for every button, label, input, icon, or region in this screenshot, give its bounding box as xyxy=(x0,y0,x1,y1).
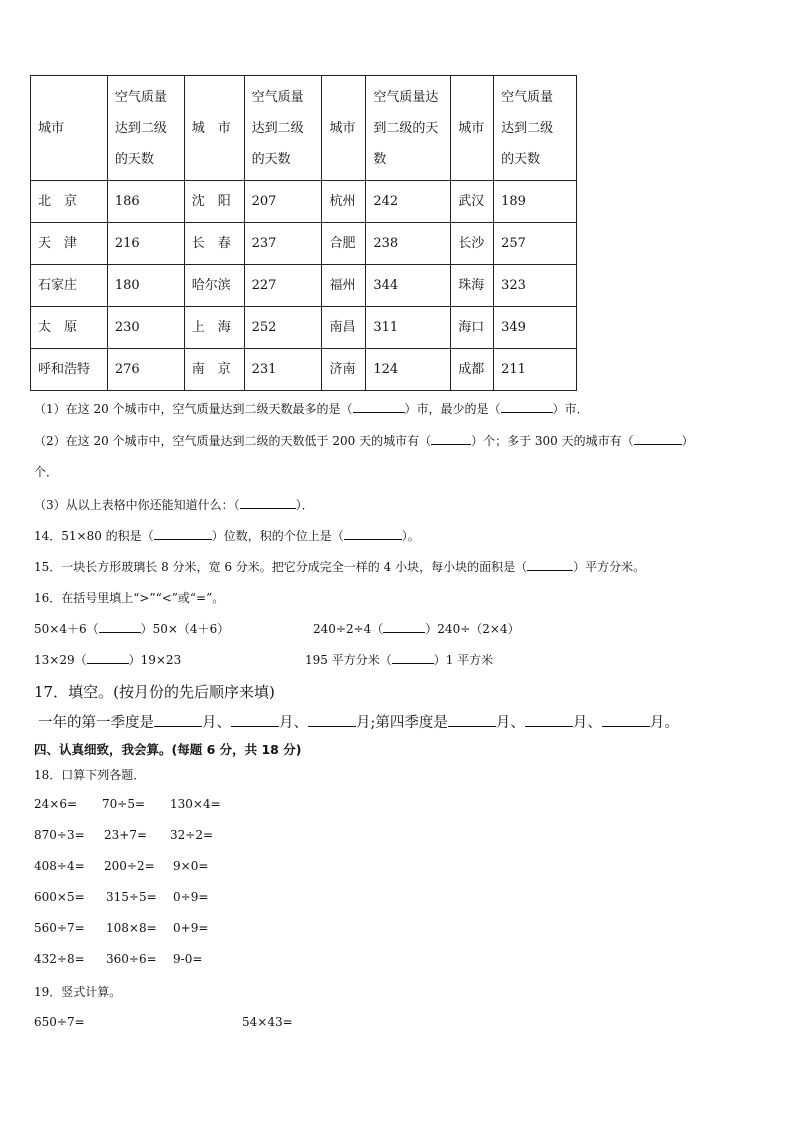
table-cell: 福州 xyxy=(322,265,366,307)
table-cell: 南 京 xyxy=(184,349,244,391)
table-header-row xyxy=(31,76,577,181)
question-15: 15．一块长方形玻璃长 8 分米，宽 6 分米。把它分成完全一样的 4 小块，每小块的面积是（ ）平方分米。 xyxy=(34,560,646,574)
air-quality-table xyxy=(30,75,577,391)
table-row xyxy=(31,307,577,349)
table-cell: 276 xyxy=(107,349,184,391)
compare-item: 13×29（ ）19×23 xyxy=(34,653,182,667)
table-cell: 珠海 xyxy=(451,265,494,307)
month-blank[interactable] xyxy=(525,712,573,727)
vertical-calc-item: 650÷7= xyxy=(34,1015,85,1029)
question-19-title: 19．竖式计算。 xyxy=(34,985,122,999)
table-cell: 沈 阳 xyxy=(184,181,244,223)
table-cell: 成都 xyxy=(451,349,494,391)
answer-blank[interactable] xyxy=(634,432,682,445)
answer-blank[interactable] xyxy=(87,651,129,664)
section-4-heading: 四、认真细致，我会算。(每题 6 分，共 18 分) xyxy=(34,742,302,757)
month-blank[interactable] xyxy=(154,712,202,727)
table-cell: 180 xyxy=(107,265,184,307)
question-16-title: 16．在括号里填上“>”“<”或“=”。 xyxy=(34,591,225,605)
header-cell: 城市 xyxy=(322,76,366,181)
question-17-body: 一年的第一季度是 月、 月、 月;第四季度是 月、 月、 月。 xyxy=(38,711,679,732)
table-row xyxy=(31,349,577,391)
table-cell: 石家庄 xyxy=(31,265,108,307)
table-cell: 349 xyxy=(494,307,577,349)
table-cell: 天 津 xyxy=(31,223,108,265)
question-17-title: 17．填空。(按月份的先后顺序来填) xyxy=(34,683,275,701)
month-blank[interactable] xyxy=(448,712,496,727)
table-cell: 长沙 xyxy=(451,223,494,265)
answer-blank[interactable] xyxy=(344,527,402,540)
answer-blank[interactable] xyxy=(392,651,434,664)
table-cell: 北 京 xyxy=(31,181,108,223)
table-cell: 211 xyxy=(494,349,577,391)
table-cell: 海口 xyxy=(451,307,494,349)
header-cell: 空气质量 达到二级 的天数 xyxy=(244,76,322,181)
answer-blank[interactable] xyxy=(527,558,573,571)
compare-item: 50×4＋6（ ）50×（4＋6） xyxy=(34,622,230,636)
answer-blank[interactable] xyxy=(353,400,405,413)
answer-blank[interactable] xyxy=(154,527,212,540)
table-row xyxy=(31,181,577,223)
table-cell: 189 xyxy=(494,181,577,223)
table-cell: 124 xyxy=(366,349,451,391)
table-cell: 311 xyxy=(366,307,451,349)
month-blank[interactable] xyxy=(231,712,279,727)
q13-part2: （2）在这 20 个城市中，空气质量达到二级的天数低于 200 天的城市有（ ）个；多于 300 天的城市有（ ） xyxy=(34,434,694,448)
table-cell: 武汉 xyxy=(451,181,494,223)
table-cell: 太 原 xyxy=(31,307,108,349)
compare-item: 240÷2÷4（ ）240÷（2×4） xyxy=(313,622,520,636)
table-cell: 344 xyxy=(366,265,451,307)
table-cell: 207 xyxy=(244,181,322,223)
question-14: 14．51×80 的积是（ ）位数，积的个位上是（ ）。 xyxy=(34,529,420,543)
answer-blank[interactable] xyxy=(99,620,141,633)
table-cell: 257 xyxy=(494,223,577,265)
compare-item: 195 平方分米（ ）1 平方米 xyxy=(305,653,494,667)
q13-part3: （3）从以上表格中你还能知道什么：（ ）． xyxy=(34,498,314,512)
table-cell: 南昌 xyxy=(322,307,366,349)
question-18-title: 18．口算下列各题． xyxy=(34,768,146,782)
table-cell: 242 xyxy=(366,181,451,223)
answer-blank[interactable] xyxy=(240,496,296,509)
month-blank[interactable] xyxy=(602,712,650,727)
table-cell: 323 xyxy=(494,265,577,307)
table-cell: 济南 xyxy=(322,349,366,391)
header-cell: 城市 xyxy=(451,76,494,181)
table-cell: 杭州 xyxy=(322,181,366,223)
answer-blank[interactable] xyxy=(383,620,425,633)
table-cell: 哈尔滨 xyxy=(184,265,244,307)
header-cell: 城市 xyxy=(31,76,108,181)
table-cell: 长 春 xyxy=(184,223,244,265)
header-cell: 空气质量 达到二级 的天数 xyxy=(494,76,577,181)
table-cell: 252 xyxy=(244,307,322,349)
vertical-calc-item: 54×43= xyxy=(242,1015,293,1029)
q13-part2-cont: 个． xyxy=(34,465,59,479)
header-cell: 空气质量达 到二级的天 数 xyxy=(366,76,451,181)
header-cell: 城 市 xyxy=(184,76,244,181)
table-cell: 227 xyxy=(244,265,322,307)
answer-blank[interactable] xyxy=(431,432,471,445)
table-cell: 上 海 xyxy=(184,307,244,349)
q13-part1: （1）在这 20 个城市中，空气质量达到二级天数最多的是（ ）市，最少的是（ ）市． xyxy=(34,402,589,416)
table-cell: 231 xyxy=(244,349,322,391)
table-cell: 238 xyxy=(366,223,451,265)
table-cell: 237 xyxy=(244,223,322,265)
table-cell: 186 xyxy=(107,181,184,223)
month-blank[interactable] xyxy=(308,712,356,727)
table-row xyxy=(31,265,577,307)
table-cell: 呼和浩特 xyxy=(31,349,108,391)
header-cell: 空气质量 达到二级 的天数 xyxy=(107,76,184,181)
table-row xyxy=(31,223,577,265)
table-cell: 216 xyxy=(107,223,184,265)
table-cell: 230 xyxy=(107,307,184,349)
table-cell: 合肥 xyxy=(322,223,366,265)
answer-blank[interactable] xyxy=(501,400,553,413)
